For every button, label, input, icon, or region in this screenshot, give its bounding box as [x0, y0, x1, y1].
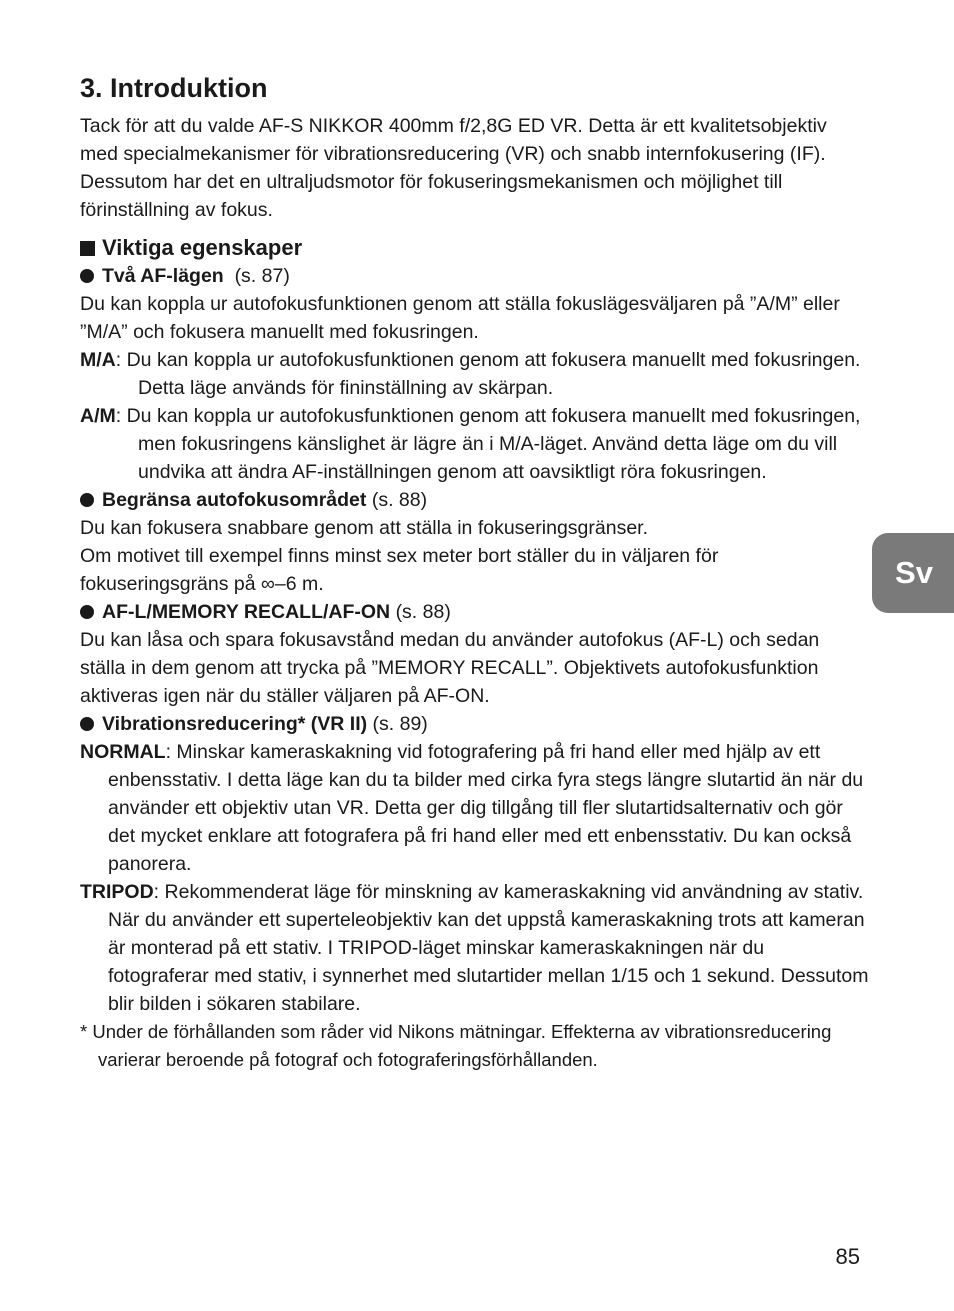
language-tab: Sv — [872, 533, 954, 613]
af-modes-ref: (s. 87) — [234, 265, 290, 287]
memory-ref: (s. 88) — [395, 601, 451, 623]
tripod-definition: TRIPOD: Rekommenderat läge för minskning av kameraskakning vid användning av stativ. När du använder ett superteleobjektiv kan det uppstå kameraskakning trots att kameran är monterad på ett stativ. I TRIPOD-läget minskar kameraskakningen när du fotograferar med stativ, i synnerhet med slutartider mellan 1/15 och 1 sekund. Dessutom blir bilden i sökaren stabilare. — [80, 881, 869, 1015]
ma-term: M/A — [80, 349, 116, 371]
ma-definition: M/A: Du kan koppla ur autofokusfunktionen genom att fokusera manuellt med fokusringen. Detta läge används för fininställning av skärpan. — [80, 349, 861, 399]
square-bullet-icon — [80, 241, 95, 256]
round-bullet-icon — [80, 269, 94, 283]
features-heading — [80, 234, 870, 262]
round-bullet-icon — [80, 493, 94, 507]
memory-text: Du kan låsa och spara fokusavstånd medan du använder autofokus (AF-L) och sedan ställa in dem genom att trycka på ”MEMORY RECALL”. Objektivets autofokusfunktion aktiveras igen när du ställer väljaren på AF-ON. — [80, 629, 820, 707]
limit-ref: (s. 88) — [371, 489, 428, 511]
limit-heading — [80, 486, 870, 514]
footnote — [80, 1018, 870, 1074]
memory-title: AF-L/MEMORY RECALL/AF-ON — [102, 601, 391, 623]
memory-heading — [80, 598, 870, 626]
normal-definition: NORMAL: Minskar kameraskakning vid fotografering på fri hand eller med hjälp av ett enbensstativ. I detta läge kan du ta bilder med cirka fyra stegs längre slutartid än när du använder ett objektiv utan VR. Detta ger dig tillgång till fler slutartidsalternativ och gör det mycket enklare att fotografera på fri hand eller med ett enbensstativ. Du kan också panorera. — [80, 741, 864, 875]
footnote-text: Under de förhållanden som råder vid Nikons mätningar. Effekterna av vibrationsreducering varierar beroende på fotograf och fotograferingsförhållanden. — [92, 1021, 832, 1070]
tripod-term: TRIPOD — [80, 881, 154, 903]
page-content — [80, 70, 870, 1074]
am-term: A/M — [80, 405, 116, 427]
limit-title: Begränsa autofokusområdet — [102, 489, 367, 511]
page-number: 85 — [835, 1244, 860, 1269]
am-definition: A/M: Du kan koppla ur autofokusfunktionen genom att fokusera manuellt med fokusringen, men fokusringens känslighet är lägre än i M/A-läget. Använd detta läge om du vill undvika att ändra AF-inställningen genom att oavsiktligt röra fokusringen. — [80, 405, 861, 483]
round-bullet-icon — [80, 605, 94, 619]
section-title: 3. Introduktion — [80, 73, 268, 103]
vr-title: Vibrationsreducering* (VR II) — [102, 713, 368, 735]
intro-paragraph: Tack för att du valde AF-S NIKKOR 400mm f/2,8G ED VR. Detta är ett kvalitetsobjektiv med specialmekanismer för vibrationsreducering (VR) och snabb internfokusering (IF). Dessutom har det en ultraljudsmotor för fokuseringsmekanismen och möjlighet till förinställning av fokus. — [80, 115, 827, 221]
ma-text: Du kan koppla ur autofokusfunktionen genom att fokusera manuellt med fokusringen. Detta läge används för fininställning av skärpan. — [126, 349, 861, 399]
limit-text-1: Du kan fokusera snabbare genom att ställa in fokuseringsgränser. — [80, 517, 648, 539]
normal-text: Minskar kameraskakning vid fotografering på fri hand eller med hjälp av ett enbensstativ. I detta läge kan du ta bilder med cirka fyra stegs längre slutartid än när du använder ett objektiv utan VR. Detta ger dig tillgång till fler slutartidsalternativ och gör det mycket enklare att fotografera på fri hand eller med ett enbensstativ. Du kan också panorera. — [108, 741, 864, 875]
footnote-mark: * — [80, 1021, 88, 1042]
vr-ref: (s. 89) — [372, 713, 428, 735]
features-heading-label: Viktiga egenskaper — [102, 235, 303, 260]
tripod-text: Rekommenderat läge för minskning av kameraskakning vid användning av stativ. När du använder ett superteleobjektiv kan det uppstå kameraskakning trots att kameran är monterad på ett stativ. I TRIPOD-läget minskar kameraskakningen när du fotograferar med stativ, i synnerhet med slutartider mellan 1/15 och 1 sekund. Dessutom blir bilden i sökaren stabilare. — [108, 881, 869, 1015]
vr-heading — [80, 710, 870, 738]
limit-text-2: Om motivet till exempel finns minst sex meter bort ställer du in väljaren för fokuseringsgräns på ∞–6 m. — [80, 545, 719, 595]
af-modes-title: Två AF-lägen — [102, 265, 224, 287]
round-bullet-icon — [80, 717, 94, 731]
af-modes-text: Du kan koppla ur autofokusfunktionen genom att ställa fokuslägesväljaren på ”A/M” eller ”M/A” och fokusera manuellt med fokusringen. — [80, 293, 840, 343]
normal-term: NORMAL — [80, 741, 166, 763]
am-text: Du kan koppla ur autofokusfunktionen genom att fokusera manuellt med fokusringen, men fokusringens känslighet är lägre än i M/A-läget. Använd detta läge om du vill undvika att ändra AF-inställningen genom att oavsiktligt röra fokusringen. — [126, 405, 861, 483]
af-modes-heading — [80, 262, 870, 290]
